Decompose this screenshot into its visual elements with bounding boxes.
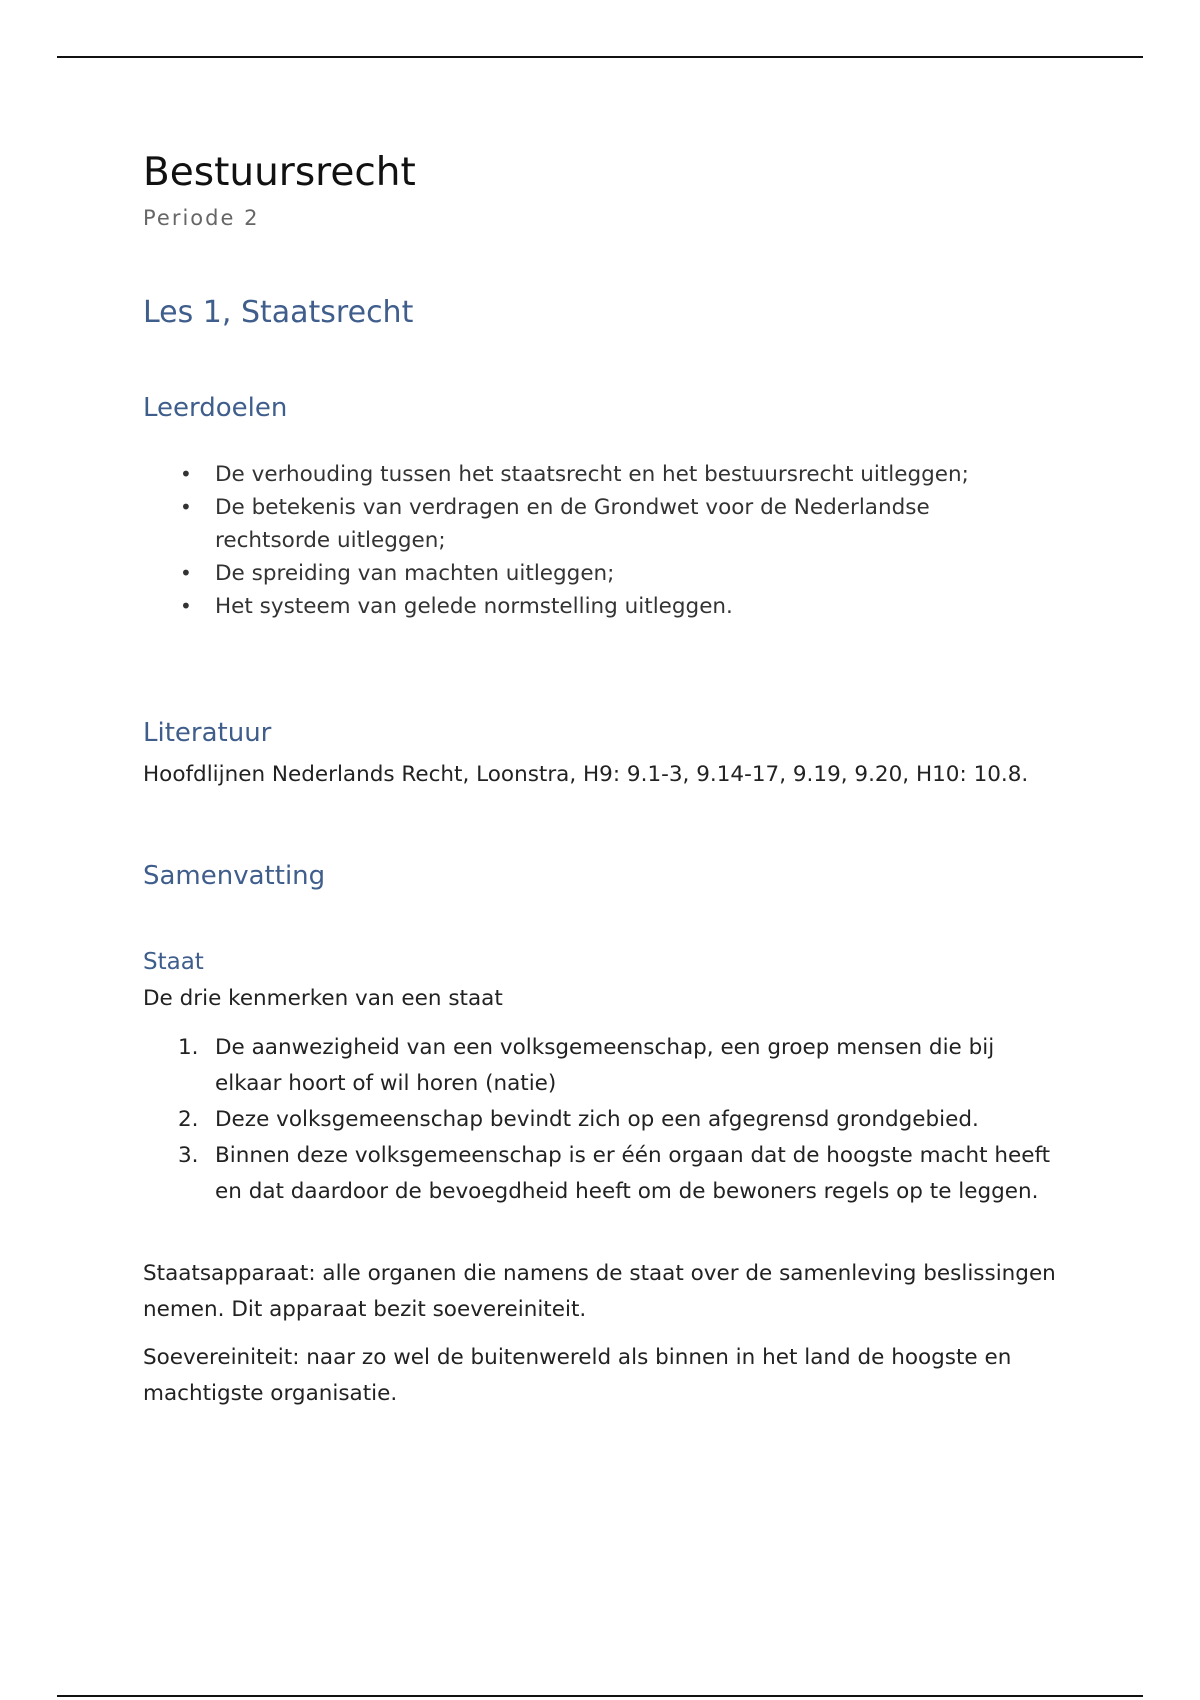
list-number: 1. [178,1035,199,1060]
list-item: 3. Binnen deze volksgemeenschap is er één orgaan dat de hoogste macht heeft en dat daardoor de bevoegdheid heeft om de bewoners regels op te leggen. [143,1138,1063,1210]
lesson-heading: Les 1, Staatsrecht [143,295,414,330]
state-characteristics-list [143,1030,1063,1210]
literature-heading: Literatuur [143,718,272,748]
sovereignty-paragraph: Soevereiniteit: naar zo wel de buitenwereld als binnen in het land de hoogste en machtigste organisatie. [143,1345,1012,1406]
list-number: 3. [178,1143,199,1168]
list-item: • Het systeem van gelede normstelling uitleggen. [143,590,1043,623]
summary-heading: Samenvatting [143,861,326,891]
bottom-rule [57,1695,1143,1697]
list-number: 2. [178,1107,199,1132]
learning-goals-list [143,458,1043,623]
bullet-icon: • [180,561,192,585]
bullet-icon: • [180,462,192,486]
list-item: • De verhouding tussen het staatsrecht en het bestuursrecht uitleggen; [143,458,1043,491]
document-title: Bestuursrecht [143,150,416,195]
list-item: 2. Deze volksgemeenschap bevindt zich op een afgegrensd grondgebied. [143,1102,1063,1138]
list-item: • De spreiding van machten uitleggen; [143,557,1043,590]
state-heading: Staat [143,949,204,975]
top-rule [57,56,1143,58]
bullet-icon: • [180,594,192,618]
list-item: • De betekenis van verdragen en de Grondwet voor de Nederlandse rechtsorde uitleggen; [143,491,1043,557]
list-item: 1. De aanwezigheid van een volksgemeenschap, een groep mensen die bij elkaar hoort of wil horen (natie) [143,1030,1063,1102]
bullet-icon: • [180,495,192,519]
learning-goals-heading: Leerdoelen [143,393,288,423]
state-intro: De drie kenmerken van een staat [143,986,503,1011]
document-subtitle: Periode 2 [143,206,260,230]
state-apparatus-paragraph: Staatsapparaat: alle organen die namens de staat over de samenleving beslissingen nemen. Dit apparaat bezit soevereiniteit. [143,1261,1056,1322]
literature-text: Hoofdlijnen Nederlands Recht, Loonstra, H9: 9.1-3, 9.14-17, 9.19, 9.20, H10: 10.8. [143,762,1029,787]
